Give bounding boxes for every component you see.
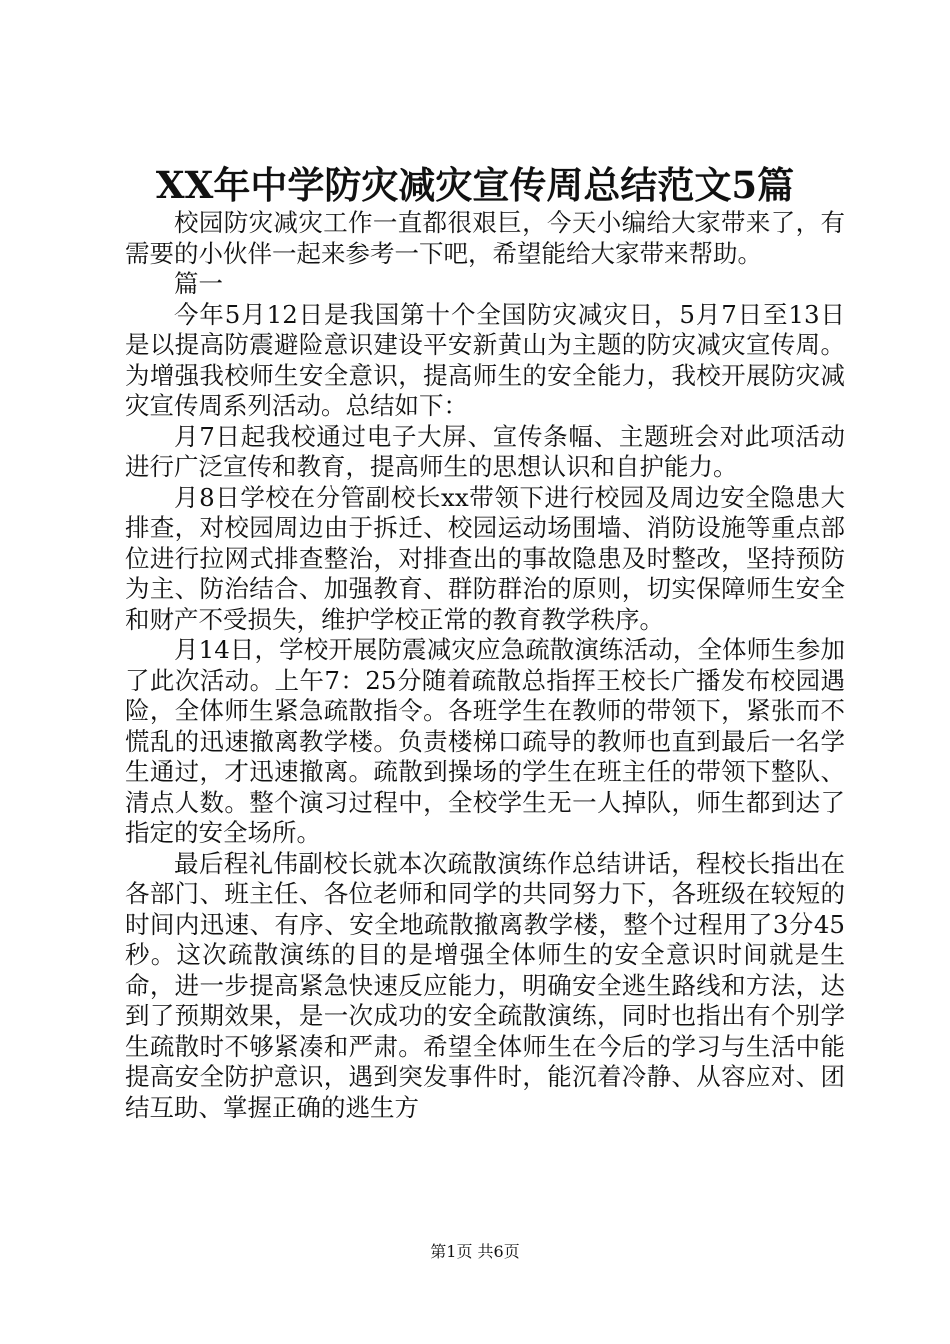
page-footer: 第1页 共6页 (430, 1242, 520, 1261)
body-paragraph: 月14日，学校开展防震减灾应急疏散演练活动，全体师生参加了此次活动。上午7：25分随着疏散总指挥王校长广播发布校园遇险，全体师生紧急疏散指令。各班学生在教师的带领下，紧张而不慌乱的迅速撤离教学楼。负责楼梯口疏导的教师也直到最后一名学生通过，才迅速撤离。疏散到操场的学生在班主任的带领下整队、清点人数。整个演习过程中，全校学生无一人掉队，师生都到达了指定的安全场所。 (125, 635, 845, 847)
body-paragraph: 月8日学校在分管副校长xx带领下进行校园及周边安全隐患大排查，对校园周边由于拆迁、校园运动场围墙、消防设施等重点部位进行拉网式排查整治，对排查出的事故隐患及时整改，坚持预防为主、防治结合、加强教育、群防群治的原则，切实保障师生安全和财产不受损失，维护学校正常的教育教学秩序。 (125, 482, 845, 634)
body-paragraph: 今年5月12日是我国第十个全国防灾减灾日，5月7日至13日是以提高防震避险意识建设平安新黄山为主题的防灾减灾宣传周。为增强我校师生安全意识，提高师生的安全能力，我校开展防灾减灾宣传周系列活动。总结如下： (125, 299, 845, 420)
body-paragraph: 月7日起我校通过电子大屏、宣传条幅、主题班会对此项活动进行广泛宣传和教育，提高师生的思想认识和自护能力。 (125, 421, 845, 481)
intro-paragraph: 校园防灾减灾工作一直都很艰巨，今天小编给大家带来了，有需要的小伙伴一起来参考一下吧，希望能给大家带来帮助。 (125, 208, 845, 268)
body-paragraph: 最后程礼伟副校长就本次疏散演练作总结讲话，程校长指出在各部门、班主任、各位老师和同学的共同努力下，各班级在较短的时间内迅速、有序、安全地疏散撤离教学楼，整个过程用了3分45秒。这次疏散演练的目的是增强全体师生的安全意识时间就是生命，进一步提高紧急快速反应能力，明确安全逃生路线和方法，达到了预期效果，是一次成功的安全疏散演练，同时也指出有个别学生疏散时不够紧凑和严肃。希望全体师生在今后的学习与生活中能提高安全防护意识，遇到突发事件时，能沉着冷静、从容应对、团结互助、掌握正确的逃生方 (125, 848, 845, 1122)
document-body (125, 208, 845, 1123)
document-title: XX年中学防灾减灾宣传周总结范文5篇 (155, 163, 795, 207)
section-heading: 篇一 (174, 269, 223, 298)
